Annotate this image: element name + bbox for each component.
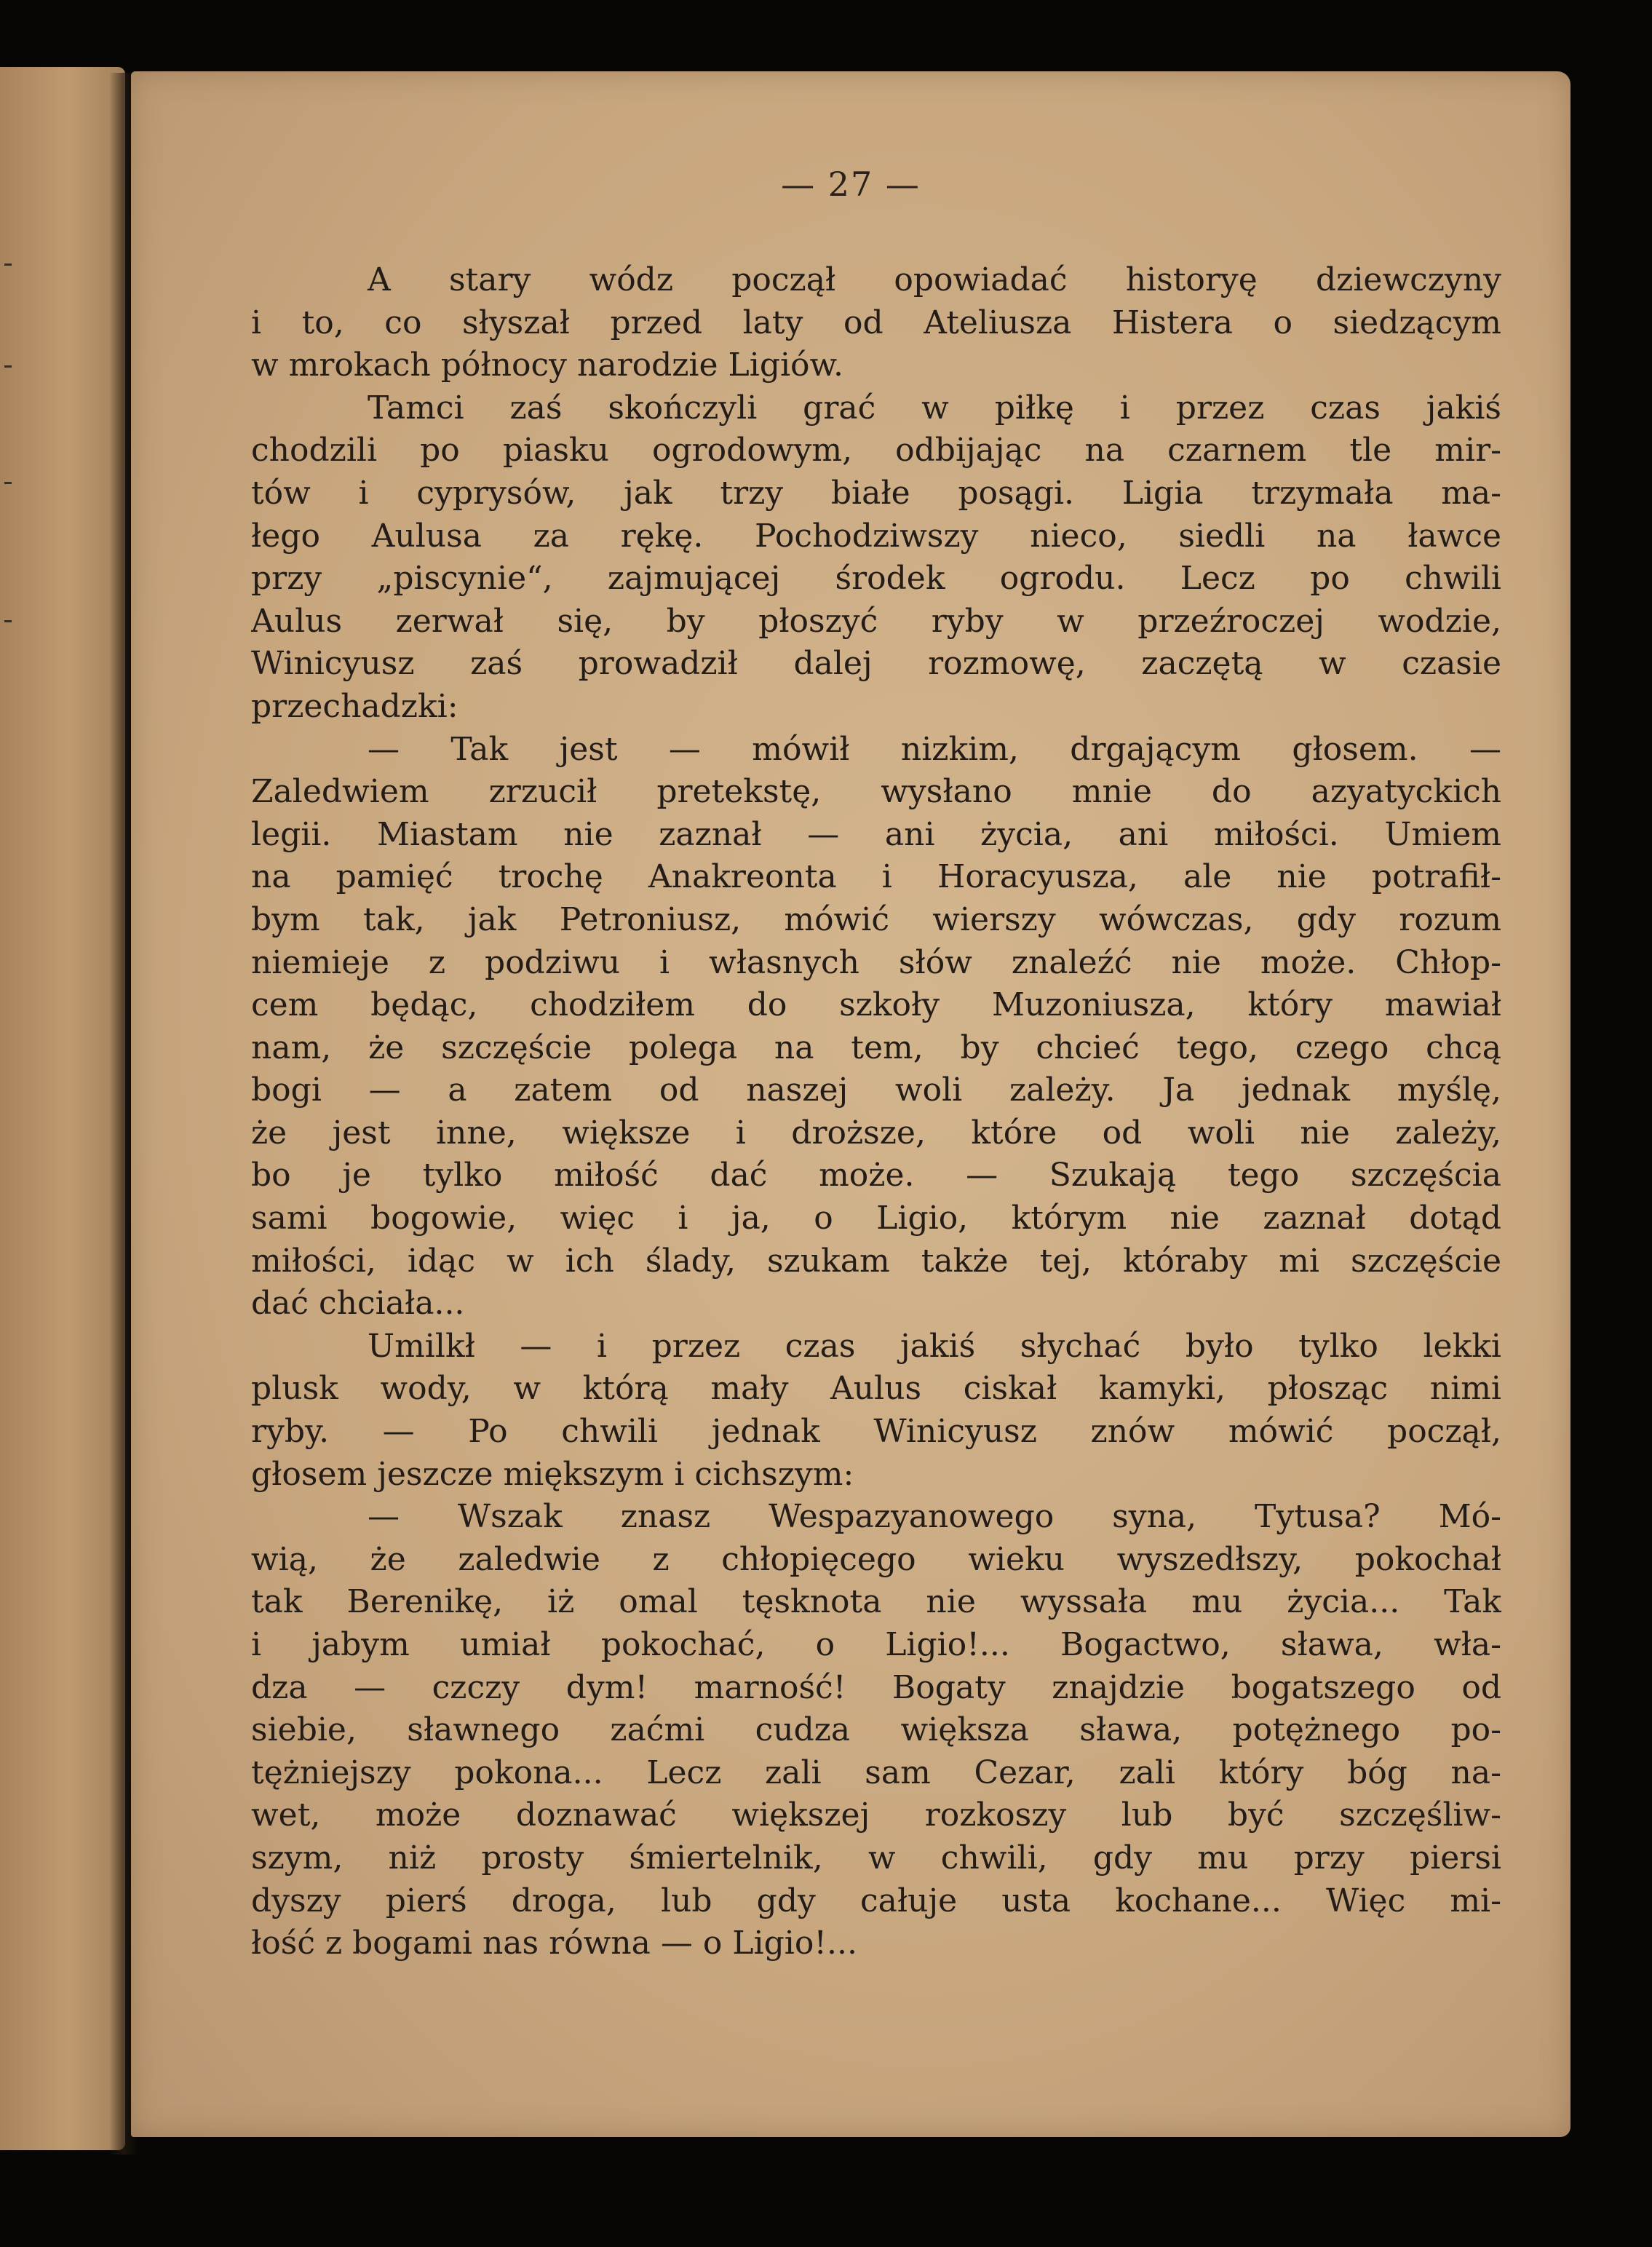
text-line: dać chciała... <box>251 1285 465 1323</box>
text-line: szym, niż prosty śmiertelnik, w chwili, gdy mu przy piersi <box>251 1839 1501 1877</box>
text-line: tężniejszy pokona... Lecz zali sam Cezar, zali który bóg na- <box>251 1753 1501 1791</box>
text-line: że jest inne, większe i droższe, które od woli nie zależy, <box>251 1114 1501 1152</box>
text-line: wią, że zaledwie z chłopięcego wieku wyszedłszy, pokochał <box>251 1540 1501 1578</box>
text-line: Zaledwiem zrzucił pretekstę, wysłano mnie do azyatyckich <box>251 773 1501 811</box>
text-line: bogi — a zatem od naszej woli zależy. Ja jednak myślę, <box>251 1071 1501 1109</box>
text-line: Umilkł — i przez czas jakiś słychać było tylko lekki <box>368 1327 1501 1365</box>
text-line: sami bogowie, więc i ja, o Ligio, którym nie zaznał dotąd <box>251 1200 1501 1237</box>
text-line: dza — czczy dym! marność! Bogaty znajdzie bogatszego od <box>251 1668 1501 1706</box>
text-line: przy „piscynie“, zajmującej środek ogrodu. Lecz po chwili <box>251 560 1501 598</box>
facing-page-mark <box>4 365 12 368</box>
text-line: bym tak, jak Petroniusz, mówić wierszy wówczas, gdy rozum <box>251 900 1501 938</box>
text-line: plusk wody, w którą mały Aulus ciskał kamyki, płosząc nimi <box>251 1370 1501 1408</box>
text-line: głosem jeszcze miększym i cichszym: <box>251 1455 854 1493</box>
facing-page-mark <box>4 482 12 484</box>
text-line: — Tak jest — mówił nizkim, drgającym głosem. — <box>368 730 1501 768</box>
text-line: legii. Miastam nie zaznał — ani życia, ani miłości. Umiem <box>251 815 1501 853</box>
text-line: nam, że szczęście polega na tem, by chcieć tego, czego chcą <box>251 1029 1501 1066</box>
text-line: wet, może doznawać większej rozkoszy lub być szczęśliw- <box>251 1796 1501 1834</box>
text-line: i jabym umiał pokochać, o Ligio!... Bogactwo, sława, wła- <box>251 1626 1501 1663</box>
text-line: tak Berenikę, iż omal tęsknota nie wyssała mu życia... Tak <box>251 1583 1501 1621</box>
text-line: — Wszak znasz Wespazyanowego syna, Tytusa? Mó- <box>368 1498 1501 1536</box>
text-line: Winicyusz zaś prowadził dalej rozmowę, zaczętą w czasie <box>251 645 1501 683</box>
text-line: łość z bogami nas równa — o Ligio!... <box>251 1925 857 1962</box>
text-line: ryby. — Po chwili jednak Winicyusz znów mówić począł, <box>251 1413 1501 1451</box>
text-line: siebie, sławnego zaćmi cudza większa sława, potężnego po- <box>251 1711 1501 1749</box>
body-text <box>251 259 1501 1965</box>
text-line: bo je tylko miłość dać może. — Szukają tego szczęścia <box>251 1157 1501 1194</box>
book-page <box>131 71 1570 2137</box>
text-line: cem będąc, chodziłem do szkoły Muzoniusza, który mawiał <box>251 986 1501 1024</box>
page-number: — 27 — <box>781 165 921 204</box>
text-line: dyszy pierś droga, lub gdy całuje usta kochane... Więc mi- <box>251 1882 1501 1919</box>
text-line: tów i cyprysów, jak trzy białe posągi. Ligia trzymała ma- <box>251 474 1501 512</box>
text-line: Aulus zerwał się, by płoszyć ryby w przeźroczej wodzie, <box>251 602 1501 640</box>
text-line: chodzili po piasku ogrodowym, odbijając na czarnem tle mir- <box>251 432 1501 469</box>
facing-page-mark <box>4 620 12 622</box>
text-line: przechadzki: <box>251 687 458 725</box>
facing-page-edge <box>0 67 125 2150</box>
text-line: łego Aulusa za rękę. Pochodziwszy nieco, siedli na ławce <box>251 517 1501 555</box>
text-line: Tamci zaś skończyli grać w piłkę i przez czas jakiś <box>368 389 1501 427</box>
text-line: miłości, idąc w ich ślady, szukam także tej, któraby mi szczęście <box>251 1242 1501 1280</box>
text-line: A stary wódz począł opowiadać historyę dziewczyny <box>368 261 1501 298</box>
facing-page-mark <box>4 263 12 266</box>
text-line: w mrokach północy narodzie Ligiów. <box>251 346 843 384</box>
text-line: niemieje z podziwu i własnych słów znaleźć nie może. Chłop- <box>251 943 1501 981</box>
text-line: i to, co słyszał przed laty od Ateliusza Histera o siedzącym <box>251 304 1501 341</box>
text-line: na pamięć trochę Anakreonta i Horacyusza, ale nie potrafił- <box>251 858 1501 896</box>
